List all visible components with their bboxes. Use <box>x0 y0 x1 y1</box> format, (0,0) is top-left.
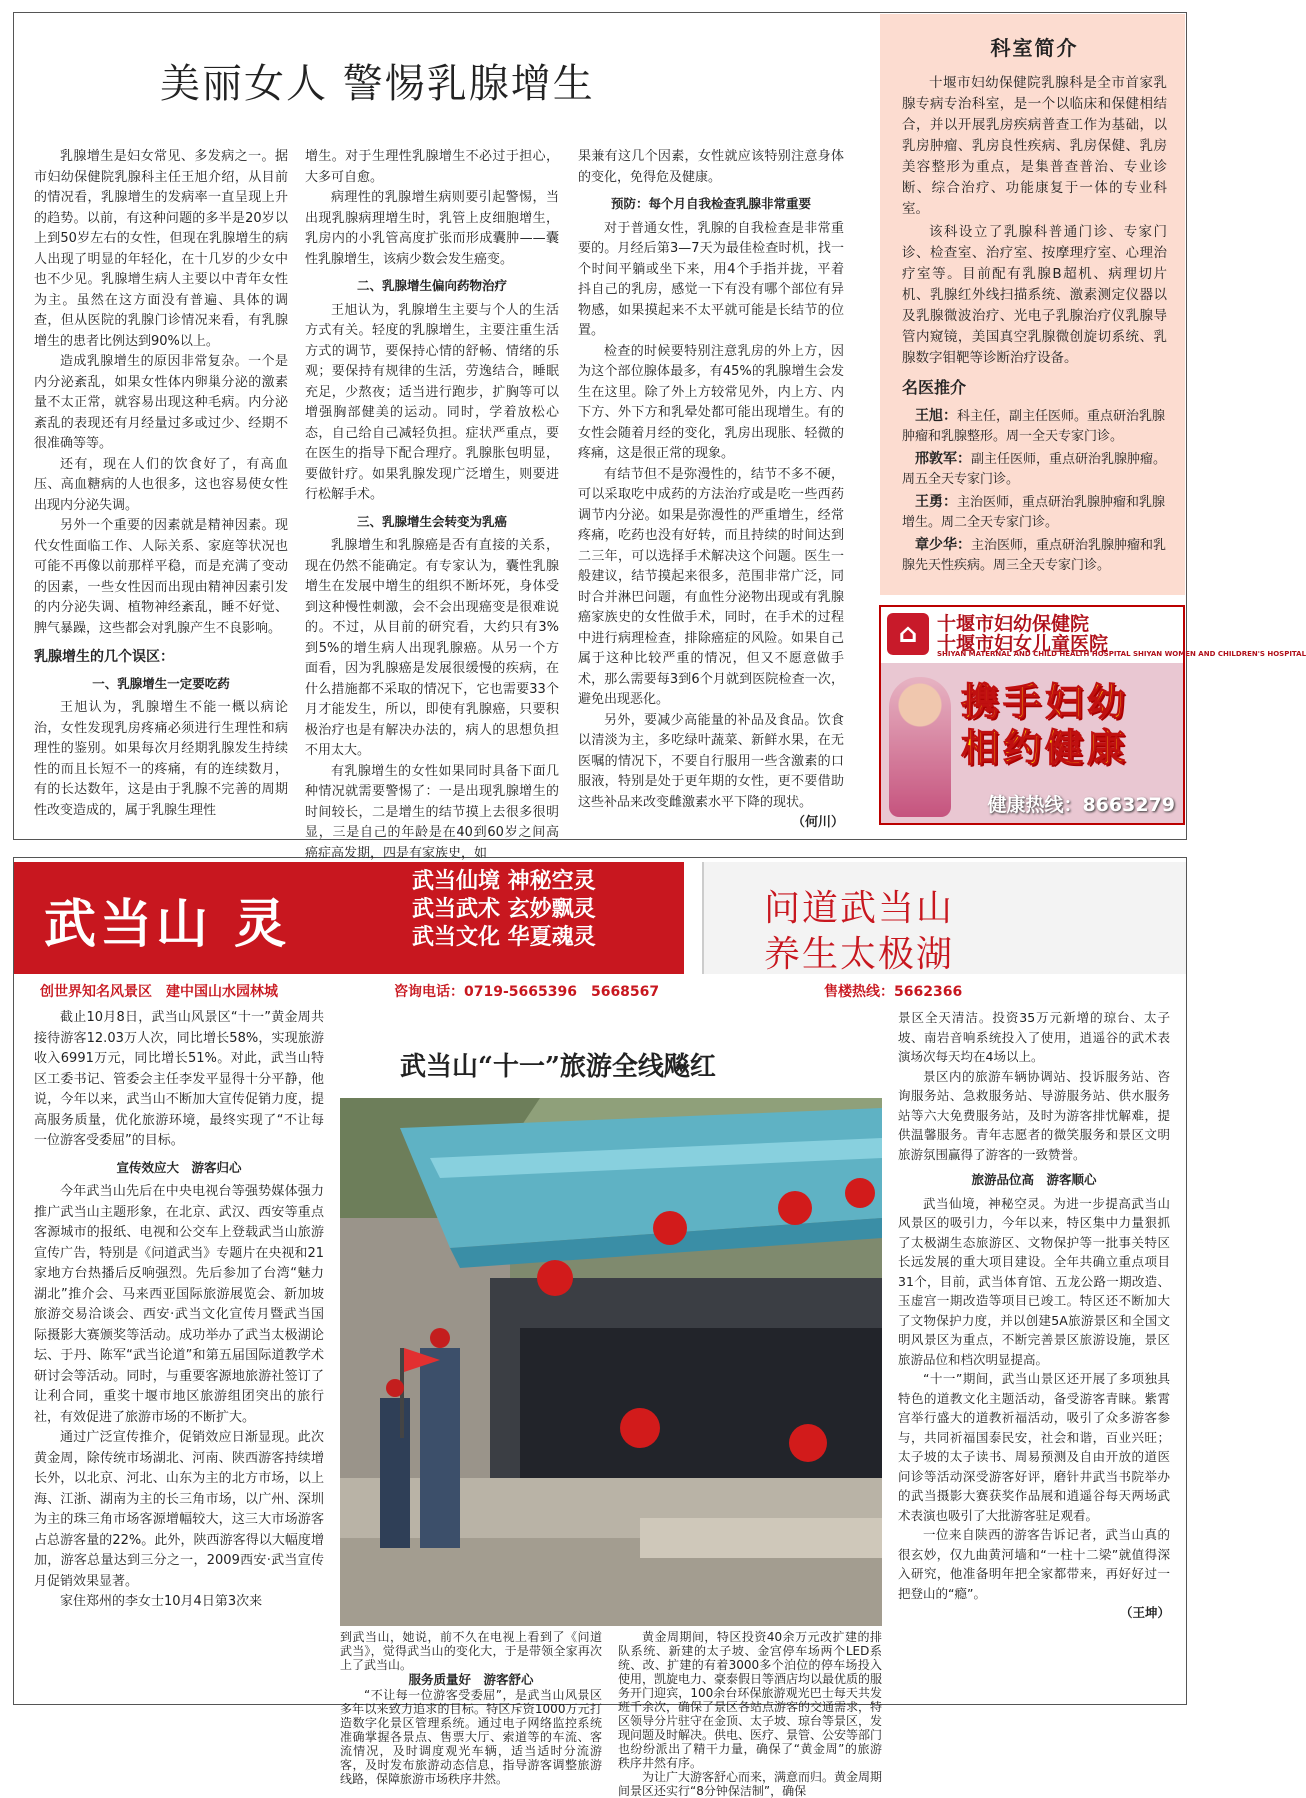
paragraph: 有乳腺增生的女性如果同时具备下面几种情况就需要警惕了：一是出现乳腺增生的时间较长，二是增生的结节摸上去很多很明显，三是自己的年龄是在40到60岁之间高癌症高发期，四是有家族史，如 <box>305 763 559 861</box>
news-column-1 <box>34 1008 324 1698</box>
doctor-name: 王勇： <box>915 494 957 510</box>
article-title: 美丽女人 警惕乳腺增生 <box>160 61 595 107</box>
paragraph: “十一”期间，武当山景区还开展了多项独具特色的道教文化主题活动，备受游客青睐。紫霄宫举行盛大的道教祈福活动，吸引了众多游客参与，共同祈福国泰民安，社会和谐，百业兴旺；太子坡的太子读书、周易预测及自由开放的道医问诊等活动深受游客好评，磨针井武当书院举办的武当摄影大赛获奖作品展和逍遥谷每天两场武术表演也吸引了大批游客驻足观看。 <box>898 1371 1170 1523</box>
doctor-desc: 科主任，副主任医师。重点研治乳腺肿瘤和乳腺整形。周一全天专家门诊。 <box>902 409 1166 444</box>
paragraph: 家住郑州的李女士10月4日第3次来 <box>60 1594 263 1609</box>
taiji-lake-banner <box>702 862 1186 974</box>
paragraph: 到武当山，她说，前不久在电视上看到了《问道武当》，觉得武当山的变化大，于是带领全家再次上了武当山。 <box>340 1630 602 1672</box>
paragraph: 为让广大游客舒心而来，满意而归。黄金周期间景区还实行“8分钟保洁制”，确保 <box>618 1770 883 1798</box>
news-column-3-visible <box>618 1630 883 1798</box>
hospital-name-1: 十堰市妇幼保健院 <box>937 613 1090 635</box>
byline: （王坤） <box>1119 1605 1170 1620</box>
subsection-heading: 预防：每个月自我检查乳腺非常重要 <box>610 196 811 211</box>
hospital-advertisement <box>879 605 1306 825</box>
wudang-banner <box>14 862 684 974</box>
taiji-banner-line-1: 问道武当山 <box>764 888 955 929</box>
ad-header <box>881 607 1306 663</box>
paragraph: 造成乳腺增生的原因非常复杂。一个是内分泌紊乱，如果女性体内卵巢分泌的激素量不太正常，就容易出现这种毛病。内分泌紊乱的表现还有月经量过多或过少、经期不很准确等等。 <box>34 354 288 451</box>
hospital-english-name: SHIYAN MATERNAL AND CHILD HEALTH HOSPITAL SHIYAN WOMEN AND CHILDREN'S HOSPITAL <box>937 650 1306 658</box>
paragraph: 对于普通女性，乳腺的自我检查是非常重要的。月经后第3—7天为最佳检查时机，找一个时间平躺或坐下来，用4个手指并拢，平着抖自己的乳房，感觉一下有没有哪个部位有异物感，如果摸起来不太平就可能是长结节的位置。 <box>578 220 844 338</box>
doctor-name: 邢敦军： <box>915 451 971 467</box>
doctor-entry <box>902 406 1167 447</box>
ad-hotline: 健康热线：8663279 <box>987 794 1175 816</box>
subsection-heading: 二、乳腺增生偏向药物治疗 <box>356 278 507 293</box>
ad-slogan-2: 相约健康 <box>961 726 1130 770</box>
news-column-4 <box>898 1008 1170 1698</box>
paragraph: 一位来自陕西的游客告诉记者，武当山真的很玄妙，仅九曲黄河墙和“一柱十二梁”就值得深入研究，他准备明年把全家都带来，再好好过一把登山的“瘾”。 <box>898 1527 1170 1601</box>
wudang-slogan: 武当武术 玄妙飘灵 <box>412 897 596 922</box>
paragraph: 景区内的旅游车辆协调站、投诉服务站、咨询服务站、急救服务站、导游服务站、供水服务站等六大免费服务站，及时为游客排忧解难，提供温馨服务。青年志愿者的微笑服务和景区文明旅游氛围赢得了游客的一致赞誉。 <box>898 1068 1170 1162</box>
doctor-entry <box>902 492 1167 533</box>
subsection-heading: 三、乳腺增生会转变为乳癌 <box>356 513 507 529</box>
wudang-slogan: 武当仙境 神秘空灵 <box>412 869 596 894</box>
hospital-name-2: 十堰市妇女儿童医院 <box>937 633 1109 655</box>
paragraph: 黄金周期间，特区投资40余万元改扩建的排队系统、新建的太子坡、金宫停车场两个LED系统、改、扩建的有着3000多个泊位的停车场投入使用，凯旋电力、豪泰假日等酒店均以最优质的服务开门迎宾，100余台环保旅游观光巴士每天共发班千余次，确保了景区各站点游客的交通需求，特区领导分片驻守在金顶、太子坡、琼台等景区，发现问题及时解决。供电、医疗、景管、公安等部门也纷纷派出了精干力量，确保了“黄金周”的旅游秩序井然有序。 <box>618 1630 883 1770</box>
paragraph: 王旭认为，乳腺增生主要与个人的生活方式有关。轻度的乳腺增生，主要注重生活方式的调节，要保持心情的舒畅、情绪的乐观；要保持有规律的生活，劳逸结合，睡眠充足，少熬夜；适当进行跑步，扩胸等可以增强胸部健美的运动。同时，学着放松心态，自己给自己减轻负担。症状严重点，要在医生的指导下配合理疗。乳腺胀包明显，要做针疗。如果乳腺发现广泛增生，则要进行松解手术。 <box>305 302 559 502</box>
paragraph: 通过广泛宣传推介，促销效应日渐显现。此次黄金周，除传统市场湖北、河南、陕西游客持续增长外，以北京、河北、山东为主的北方市场，以上海、江浙、湖南为主的长三角市场，以广州、深圳为主的珠三角市场客源增幅较大，这三大市场游客占总游客量的22%。此外，陕西游客得以大幅度增加，游客总量达到三分之一，2009西安·武当宣传月促销效果显著。 <box>34 1430 324 1589</box>
wudang-subtitle: 创世界知名风景区 建中国山水园林城 <box>40 984 278 1000</box>
mother-child-photo <box>889 677 951 817</box>
doctor-name: 章少华： <box>915 537 971 553</box>
doctor-desc: 主治医师，重点研治乳腺肿瘤和乳腺先天性疾病。周三全天专家门诊。 <box>902 538 1167 573</box>
wudang-slogan: 武当文化 华夏魂灵 <box>412 925 596 950</box>
subsection-heading: 服务质量好 游客舒心 <box>408 1672 534 1687</box>
article-column-1 <box>34 147 288 818</box>
section-heading: 乳腺增生的几个误区： <box>34 649 174 665</box>
intro-paragraph: 十堰市妇幼保健院乳腺科是全市首家乳腺专病专治科室，是一个以临床和保健相结合，并以开展乳房疾病普查工作为基础，以乳房肿瘤、乳房良性疾病、乳房保健、乳房美容整形为重点，是集普查普治、专业诊断、综合治疗、功能康复于一体的专业科室。 <box>902 75 1167 217</box>
paragraph: 王旭认为，乳腺增生不能一概以病论治，女性发现乳房疼痛必须进行生理性和病理性的鉴别。如果每次月经期乳腺发生持续性的而且长短不一的疼痛，有的连续数月，有的长达数年，这是由于乳腺不完善的周期性改变造成的，属于乳腺生理性 <box>34 700 288 818</box>
wudang-banner-title: 武当山 灵 <box>44 894 291 955</box>
paragraph: 武当仙境，神秘空灵。为进一步提高武当山风景区的吸引力，今年以来，特区集中力量狠抓了太极湖生态旅游区、文物保护等一批事关特区长远发展的重大项目建设。全年共确立重点项目31个，目前，武当体育馆、五龙公路一期改造、玉虚宫一期改造等项目已竣工。特区还不断加大了文物保护力度，并以创建5A旅游景区和全国文明风景区为重点，不断完善景区旅游设施，景区旅游品位和档次明显提高。 <box>898 1195 1170 1367</box>
doctor-desc: 主治医师，重点研治乳腺肿瘤和乳腺增生。周二全天专家门诊。 <box>902 495 1166 530</box>
paragraph: 检查的时候要特别注意乳房的外上方，因为这个部位腺体最多，有45%的乳腺增生会发生在这里。除了外上方较常见外，内上方、内下方、外下方和乳晕处都可能出现增生。有的女性会随着月经的变化，乳房出现胀、轻微的疼痛，这是很正常的现象。 <box>578 343 844 461</box>
paragraph: 截止10月8日，武当山风景区“十一”黄金周共接待游客12.03万人次，同比增长58%，实现旅游收入6991万元，同比增长51%。对此，武当山特区工委书记、管委会主任李发平显得十分平静，他说，今年以来，武当山不断加大宣传促销力度，提高服务质量，优化旅游环境，最终实现了“不让每一位游客受委屈”的目标。 <box>34 1010 324 1148</box>
paragraph: 病理性的乳腺增生病则要引起警惕，当出现乳腺病理增生时，乳管上皮细胞增生，乳房内的小乳管高度扩张而形成囊肿——囊性乳腺增生，该病少数会发生癌变。 <box>305 190 559 267</box>
doctors-heading: 名医推介 <box>902 378 967 397</box>
wudang-phone: 咨询电话：0719-5665396 5668567 <box>394 984 660 1000</box>
paragraph: 果兼有这几个因素，女性就应该特别注意身体的变化，免得危及健康。 <box>578 149 844 185</box>
paragraph: 乳腺增生是妇女常见、多发病之一。据市妇幼保健院乳腺科主任王旭介绍，从目前的情况看，乳腺增生的发病率一直呈现上升的趋势。以前，有这种问题的多半是20岁以上到50岁左右的女性，但现在乳腺增生的病人出现了明显的年轻化，在十几岁的少女中也不少见。乳腺增生病人主要以中青年女性为主。虽然在这方面没有普遍、具体的调查，但从医院的乳腺门诊情况来看，有乳腺增生的患者比例达到90%以上。 <box>34 149 288 349</box>
paragraph: “不让每一位游客受委屈”，是武当山风景区多年以来致力追求的目标。特区斥资1000万元打造数字化景区管理系统。通过电子网络监控系统准确掌握各景点、售票大厅、索道等的车流、客流情况，及时调度观光车辆，适当适时分流游客，及时发布旅游动态信息，指导游客调整旅游线路，保障旅游市场秩序井然。 <box>340 1688 602 1786</box>
ad-slogan-1: 携手妇幼 <box>961 680 1130 724</box>
news-title: 武当山“十一”旅游全线飚红 <box>400 1052 716 1082</box>
paragraph: 有结节但不是弥漫性的，结节不多不硬，可以采取吃中成药的方法治疗或是吃一些西药调节内分泌。如果是弥漫性的严重增生，经常疼痛，吃药也没有好转，而且持续的时间达到二三年，可以选择手术解决这个问题。医生一般建议，结节摸起来很多，范围非常广泛，同时合并淋巴问题，有血性分泌物出现或有乳腺癌家族史的女性做手术，同时，在手术的过程中进行病理检查，排除癌症的风险。如果自己属于这种比较严重的情况，但又不愿意做手术，那么需要每3到6个月就到医院检查一次，避免出现恶化。 <box>578 466 844 707</box>
crowd-photo <box>340 1098 882 1626</box>
doctor-desc: 副主任医师，重点研治乳腺肿瘤。周五全天专家门诊。 <box>902 452 1167 487</box>
taiji-phone: 售楼热线：5662366 <box>824 984 963 1000</box>
intro-paragraph: 该科设立了乳腺科普通门诊、专家门诊、检查室、治疗室、按摩理疗室、心理治疗室等。目前配有乳腺B超机、病理切片机、乳腺红外线扫描系统、激素测定仪器以及乳腺微波治疗、光电子乳腺治疗仪乳腺导管内窥镜，美国真空乳腺微创旋切系统、乳腺数字钼靶等诊断治疗设备。 <box>902 224 1167 366</box>
hospital-logo-icon: ⌂ <box>887 613 929 655</box>
wudang-slogans <box>412 868 596 952</box>
intro-title: 科室简介 <box>990 36 1079 60</box>
department-intro-box <box>880 14 1185 595</box>
taiji-banner-line-2: 养生太极湖 <box>764 934 955 975</box>
article-column-3 <box>578 147 844 830</box>
subsection-heading: 一、乳腺增生一定要吃药 <box>92 675 230 691</box>
paragraph: 增生。对于生理性乳腺增生不必过于担心，大多可自愈。 <box>305 149 559 185</box>
doctor-name: 王旭： <box>915 408 957 424</box>
byline: （何川） <box>791 815 844 830</box>
paragraph: 另外，要减少高能量的补品及食品。饮食以清淡为主，多吃绿叶蔬菜、新鲜水果，在无医嘱的情况下，不要自行服用一些含激素的口服液，特别是处于更年期的女性，更不要借助这些补品来改变雌激素水平下降的现状。 <box>578 712 844 810</box>
paragraph: 乳腺增生和乳腺癌是否有直接的关系，现在仍然不能确定。有专家认为，囊性乳腺增生在发展中增生的组织不断坏死，身体受到这种慢性刺激，会不会出现癌变是很难说的。不过，从目前的研究看，大约只有3%到5%的增生病人出现乳腺癌。从另一个方面看，因为乳腺癌是发展很缓慢的疾病，在什么措施都不采取的情况下，它也需要33个月才能发生，所以，即使有乳腺癌，只要积极治疗也是有解决办法的，病人的思想负担不用太大。 <box>305 538 559 758</box>
paragraph: 另外一个重要的因素就是精神因素。现代女性面临工作、人际关系、家庭等状况也可能不再像以前那样平稳，而是充满了变动的因素，一些女性因而出现由精神因素引发的内分泌失调、植物神经紊乱，睡不好觉、脾气暴躁，这些都会对乳腺产生不良影响。 <box>34 518 288 636</box>
paragraph: 景区全天清洁。投资35万元新增的琼台、太子坡、南岩音响系统投入了使用，逍遥谷的武术表演场次每天均在4场以上。 <box>898 1010 1170 1064</box>
subsection-heading: 宣传效应大 游客归心 <box>116 1159 242 1175</box>
news-column-2-visible <box>340 1630 602 1786</box>
paragraph: 今年武当山先后在中央电视台等强势媒体强力推广武当山主题形象，在北京、武汉、西安等重点客源城市的报纸、电视和公交车上登载武当山旅游宣传广告，特别是《问道武当》专题片在央视和21家地方台热播后反响强烈。先后参加了台湾“魅力湖北”推介会、马来西亚国际旅游展览会、新加坡旅游交易洽谈会、西安·武当文化宣传月暨武当国际摄影大赛颁奖等活动。成功举办了武当太极湖论坛、于丹、陈军“武当论道”和第五届国际道教学术研讨会等活动。同时，与重要客源地旅游社签订了让利合同，重奖十堰市地区旅游组团突出的旅行社，有效促进了旅游市场的不断扩大。 <box>34 1184 324 1425</box>
doctor-entry <box>902 449 1167 490</box>
article-column-2 <box>305 147 559 861</box>
doctor-entry <box>902 535 1167 576</box>
subsection-heading: 旅游品位高 游客顺心 <box>971 1172 1097 1187</box>
paragraph: 还有，现在人们的饮食好了，有高血压、高血糖病的人也很多，这也容易使女性出现内分泌失调。 <box>34 456 288 513</box>
